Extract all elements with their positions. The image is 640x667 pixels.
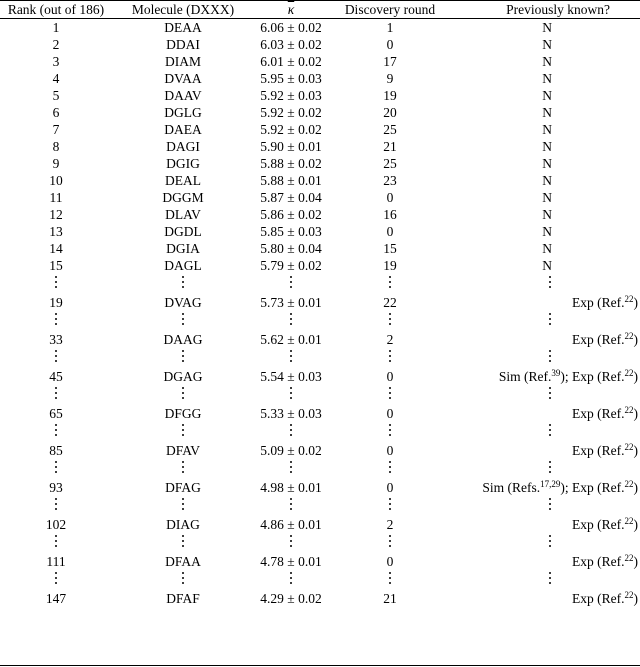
cell-rank: 5: [52, 88, 60, 103]
previously-known-text: N: [542, 71, 552, 86]
cell-molecule: DGIA: [166, 241, 200, 256]
ellipsis-cell-rank: [0, 459, 112, 476]
ellipsis-cell-rank: [0, 496, 112, 513]
cell-rank: 14: [49, 241, 63, 256]
cell-discovery-round: 0: [386, 406, 394, 421]
ellipsis-cell-previous: [446, 274, 640, 291]
vertical-ellipsis-icon: [289, 459, 293, 476]
cell-molecule: DFAV: [165, 443, 200, 458]
cell-kappa: 4.78 ± 0.01: [260, 554, 322, 569]
cell-previously-known: [446, 240, 640, 257]
table-row: [0, 257, 640, 274]
table-row: [0, 172, 640, 189]
cell-previously-known: [446, 479, 640, 496]
cell-previously-known: [446, 331, 640, 348]
reference-superscript: 22: [624, 479, 634, 489]
vertical-ellipsis-icon: [289, 385, 293, 402]
cell-previously-known: [446, 189, 640, 206]
cell-molecule: DFAA: [165, 554, 201, 569]
cell-rank: 102: [45, 517, 67, 532]
cell-rank: 111: [46, 554, 66, 569]
previously-known-text: Exp (Ref.: [572, 332, 625, 347]
cell-rank: 19: [49, 295, 63, 310]
table-row: [0, 590, 640, 607]
cell-rank: 7: [52, 122, 60, 137]
previously-known-text: Exp (Ref.: [572, 406, 625, 421]
ellipsis-cell-kappa: [248, 496, 334, 513]
cell-discovery-round: 0: [386, 369, 394, 384]
vertical-ellipsis-icon: [181, 459, 185, 476]
cell-kappa: 5.86 ± 0.02: [260, 207, 322, 222]
ellipsis-cell-rank: [0, 311, 112, 328]
ellipsis-row: [0, 422, 640, 442]
ellipsis-cell-molecule: [118, 348, 248, 365]
vertical-ellipsis-icon: [548, 570, 552, 587]
cell-discovery-round: 23: [383, 173, 397, 188]
table-row: [0, 70, 640, 87]
reference-superscript: 22: [624, 442, 634, 452]
previously-known-text: ): [633, 480, 638, 495]
table-row: [0, 104, 640, 121]
cell-kappa: 5.90 ± 0.01: [260, 139, 322, 154]
cell-molecule: DAEA: [164, 122, 202, 137]
cell-previously-known: [446, 206, 640, 223]
cell-previously-known: [446, 257, 640, 274]
ellipsis-row: [0, 348, 640, 368]
cell-previously-known: [446, 223, 640, 240]
cell-kappa: 5.95 ± 0.03: [260, 71, 322, 86]
cell-rank: 45: [49, 369, 63, 384]
cell-molecule: DFGG: [164, 406, 202, 421]
previously-known-text: ): [633, 443, 638, 458]
vertical-ellipsis-icon: [388, 533, 392, 550]
vertical-ellipsis-icon: [548, 385, 552, 402]
vertical-ellipsis-icon: [548, 274, 552, 291]
previously-known-text: Exp (Ref.: [572, 554, 625, 569]
cell-discovery-round: 25: [383, 122, 397, 137]
previously-known-text: Exp (Ref.: [572, 295, 625, 310]
cell-previously-known: [446, 36, 640, 53]
ellipsis-cell-round: [334, 496, 446, 513]
vertical-ellipsis-icon: [289, 311, 293, 328]
cell-previously-known: [446, 70, 640, 87]
ellipsis-cell-molecule: [118, 274, 248, 291]
vertical-ellipsis-icon: [54, 311, 58, 328]
cell-molecule: DFAG: [165, 480, 201, 495]
ellipsis-cell-kappa: [248, 533, 334, 550]
table-row: [0, 189, 640, 206]
ellipsis-cell-round: [334, 459, 446, 476]
vertical-ellipsis-icon: [388, 422, 392, 439]
cell-discovery-round: 25: [383, 156, 397, 171]
table-row: [0, 368, 640, 385]
cell-kappa: 6.06 ± 0.02: [260, 20, 322, 35]
ellipsis-cell-molecule: [118, 311, 248, 328]
cell-kappa: 5.88 ± 0.02: [260, 156, 322, 171]
ellipsis-row: [0, 570, 640, 590]
cell-rank: 85: [49, 443, 63, 458]
cell-molecule: DVAG: [164, 295, 202, 310]
vertical-ellipsis-icon: [388, 385, 392, 402]
ellipsis-cell-molecule: [118, 385, 248, 402]
ellipsis-cell-kappa: [248, 311, 334, 328]
table-header-row: [0, 1, 640, 18]
cell-previously-known: [446, 87, 640, 104]
cell-molecule: DDAI: [166, 37, 200, 52]
vertical-ellipsis-icon: [289, 533, 293, 550]
cell-previously-known: [446, 294, 640, 311]
ellipsis-row: [0, 459, 640, 479]
cell-molecule: DGAG: [163, 369, 203, 384]
cell-molecule: DVAA: [164, 71, 202, 86]
previously-known-text: ): [633, 406, 638, 421]
cell-discovery-round: 15: [383, 241, 397, 256]
cell-discovery-round: 2: [386, 517, 394, 532]
ellipsis-cell-molecule: [118, 570, 248, 587]
cell-molecule: DAAG: [163, 332, 203, 347]
table-row: [0, 405, 640, 422]
vertical-ellipsis-icon: [388, 496, 392, 513]
cell-kappa: 5.92 ± 0.03: [260, 88, 322, 103]
previously-known-text: N: [542, 224, 552, 239]
cell-rank: 9: [52, 156, 60, 171]
previously-known-text: Exp (Ref.: [572, 517, 625, 532]
cell-discovery-round: 17: [383, 54, 397, 69]
previously-known-text: N: [542, 139, 552, 154]
previously-known-text: Exp (Ref.: [572, 591, 625, 606]
cell-discovery-round: 9: [386, 71, 394, 86]
cell-previously-known: [446, 516, 640, 533]
ellipsis-cell-rank: [0, 533, 112, 550]
ellipsis-cell-rank: [0, 274, 112, 291]
cell-kappa: 4.86 ± 0.01: [260, 517, 322, 532]
cell-discovery-round: 21: [383, 139, 397, 154]
cell-discovery-round: 0: [386, 190, 394, 205]
cell-previously-known: [446, 155, 640, 172]
vertical-ellipsis-icon: [548, 459, 552, 476]
vertical-ellipsis-icon: [181, 311, 185, 328]
ellipsis-cell-round: [334, 570, 446, 587]
vertical-ellipsis-icon: [388, 348, 392, 365]
previously-known-text: Sim (Refs.: [482, 480, 541, 495]
cell-kappa: 4.29 ± 0.02: [260, 591, 322, 606]
cell-rank: 8: [52, 139, 60, 154]
cell-kappa: 5.92 ± 0.02: [260, 122, 322, 137]
reference-superscript: 22: [624, 590, 634, 600]
cell-kappa: 4.98 ± 0.01: [260, 480, 322, 495]
vertical-ellipsis-icon: [54, 274, 58, 291]
ellipsis-cell-kappa: [248, 570, 334, 587]
previously-known-text: N: [542, 105, 552, 120]
reference-superscript: 17,29: [540, 479, 561, 489]
ellipsis-cell-molecule: [118, 459, 248, 476]
cell-rank: 3: [52, 54, 60, 69]
vertical-ellipsis-icon: [54, 533, 58, 550]
vertical-ellipsis-icon: [181, 570, 185, 587]
previously-known-text: N: [542, 207, 552, 222]
cell-molecule: DIAM: [165, 54, 201, 69]
ellipsis-row: [0, 533, 640, 553]
vertical-ellipsis-icon: [388, 459, 392, 476]
cell-rank: 12: [49, 207, 63, 222]
table-row: [0, 138, 640, 155]
table-row: [0, 294, 640, 311]
cell-discovery-round: 19: [383, 88, 397, 103]
cell-discovery-round: 21: [383, 591, 397, 606]
cell-rank: 6: [52, 105, 60, 120]
cell-kappa: 5.85 ± 0.03: [260, 224, 322, 239]
vertical-ellipsis-icon: [181, 274, 185, 291]
kappa-symbol: $\overline{\kappa}$: [287, 2, 295, 17]
reference-superscript: 22: [624, 331, 634, 341]
previously-known-text: ); Exp (Ref.: [560, 369, 625, 384]
vertical-ellipsis-icon: [548, 496, 552, 513]
cell-discovery-round: 20: [383, 105, 397, 120]
vertical-ellipsis-icon: [181, 533, 185, 550]
cell-molecule: DLAV: [165, 207, 201, 222]
cell-rank: 1: [52, 20, 60, 35]
ellipsis-cell-round: [334, 348, 446, 365]
table-row: [0, 516, 640, 533]
previously-known-text: N: [542, 241, 552, 256]
table-row: [0, 121, 640, 138]
cell-molecule: DGGM: [162, 190, 204, 205]
cell-discovery-round: 16: [383, 207, 397, 222]
previously-known-text: ): [633, 295, 638, 310]
ellipsis-cell-round: [334, 385, 446, 402]
cell-molecule: DEAL: [165, 173, 201, 188]
vertical-ellipsis-icon: [181, 385, 185, 402]
cell-kappa: 5.09 ± 0.02: [260, 443, 322, 458]
cell-discovery-round: 0: [386, 480, 394, 495]
vertical-ellipsis-icon: [548, 348, 552, 365]
reference-superscript: 22: [624, 553, 634, 563]
previously-known-text: N: [542, 88, 552, 103]
cell-molecule: DAGL: [164, 258, 202, 273]
header-kappa: [248, 1, 334, 18]
previously-known-text: N: [542, 258, 552, 273]
cell-previously-known: [446, 121, 640, 138]
cell-previously-known: [446, 53, 640, 70]
previously-known-text: N: [542, 190, 552, 205]
cell-rank: 65: [49, 406, 63, 421]
ellipsis-cell-rank: [0, 422, 112, 439]
vertical-ellipsis-icon: [388, 570, 392, 587]
cell-molecule: DEAA: [164, 20, 202, 35]
table-row: [0, 479, 640, 496]
table-row: [0, 240, 640, 257]
header-molecule: Molecule (DXXX): [131, 2, 235, 17]
previously-known-text: ): [633, 591, 638, 606]
ellipsis-cell-rank: [0, 348, 112, 365]
header-rank: Rank (out of 186): [7, 2, 105, 17]
vertical-ellipsis-icon: [388, 311, 392, 328]
previously-known-text: ): [633, 554, 638, 569]
cell-rank: 93: [49, 480, 63, 495]
cell-discovery-round: 0: [386, 224, 394, 239]
previously-known-text: N: [542, 173, 552, 188]
cell-previously-known: [446, 172, 640, 189]
cell-kappa: 5.88 ± 0.01: [260, 173, 322, 188]
cell-previously-known: [446, 442, 640, 459]
cell-discovery-round: 0: [386, 37, 394, 52]
ellipsis-cell-kappa: [248, 459, 334, 476]
cell-rank: 13: [49, 224, 63, 239]
ellipsis-cell-round: [334, 533, 446, 550]
cell-molecule: DGLG: [164, 105, 202, 120]
ellipsis-row: [0, 496, 640, 516]
reference-superscript: 22: [624, 516, 634, 526]
ellipsis-cell-previous: [446, 459, 640, 476]
vertical-ellipsis-icon: [54, 348, 58, 365]
cell-kappa: 5.62 ± 0.01: [260, 332, 322, 347]
cell-previously-known: [446, 590, 640, 607]
table-row: [0, 53, 640, 70]
vertical-ellipsis-icon: [181, 348, 185, 365]
cell-discovery-round: 0: [386, 554, 394, 569]
cell-kappa: 5.80 ± 0.04: [260, 241, 322, 256]
table-row: [0, 553, 640, 570]
cell-rank: 11: [49, 190, 63, 205]
cell-rank: 2: [52, 37, 60, 52]
vertical-ellipsis-icon: [54, 459, 58, 476]
cell-discovery-round: 0: [386, 443, 394, 458]
vertical-ellipsis-icon: [54, 385, 58, 402]
ellipsis-cell-previous: [446, 348, 640, 365]
ellipsis-cell-kappa: [248, 385, 334, 402]
cell-rank: 15: [49, 258, 63, 273]
cell-kappa: 5.54 ± 0.03: [260, 369, 322, 384]
vertical-ellipsis-icon: [289, 422, 293, 439]
table-row: [0, 223, 640, 240]
reference-superscript: 22: [624, 368, 634, 378]
cell-molecule: DAAV: [164, 88, 202, 103]
vertical-ellipsis-icon: [289, 570, 293, 587]
cell-molecule: DGDL: [164, 224, 202, 239]
cell-kappa: 5.33 ± 0.03: [260, 406, 322, 421]
ellipsis-cell-previous: [446, 533, 640, 550]
previously-known-text: Sim (Ref.: [498, 369, 552, 384]
table-row: [0, 87, 640, 104]
table-row: [0, 331, 640, 348]
cell-molecule: DGIG: [166, 156, 200, 171]
reference-superscript: 22: [624, 405, 634, 415]
header-discovery-round: Discovery round: [344, 2, 436, 17]
previously-known-text: Exp (Ref.: [572, 443, 625, 458]
vertical-ellipsis-icon: [548, 422, 552, 439]
ellipsis-row: [0, 311, 640, 331]
ellipsis-cell-round: [334, 422, 446, 439]
cell-rank: 10: [49, 173, 63, 188]
ellipsis-cell-kappa: [248, 348, 334, 365]
cell-rank: 147: [45, 591, 67, 606]
vertical-ellipsis-icon: [548, 311, 552, 328]
table-row: [0, 206, 640, 223]
ellipsis-cell-molecule: [118, 422, 248, 439]
ellipsis-cell-previous: [446, 496, 640, 513]
ellipsis-cell-kappa: [248, 422, 334, 439]
vertical-ellipsis-icon: [181, 422, 185, 439]
vertical-ellipsis-icon: [388, 274, 392, 291]
vertical-ellipsis-icon: [181, 496, 185, 513]
ellipsis-row: [0, 385, 640, 405]
cell-rank: 33: [49, 332, 63, 347]
cell-rank: 4: [52, 71, 60, 86]
cell-kappa: 6.03 ± 0.02: [260, 37, 322, 52]
vertical-ellipsis-icon: [548, 533, 552, 550]
ellipsis-cell-previous: [446, 385, 640, 402]
ellipsis-row: [0, 274, 640, 294]
previously-known-text: N: [542, 54, 552, 69]
cell-previously-known: [446, 19, 640, 36]
cell-kappa: 5.87 ± 0.04: [260, 190, 322, 205]
cell-molecule: DAGI: [166, 139, 200, 154]
vertical-ellipsis-icon: [54, 570, 58, 587]
previously-known-text: ): [633, 517, 638, 532]
cell-kappa: 5.92 ± 0.02: [260, 105, 322, 120]
cell-kappa: 5.79 ± 0.02: [260, 258, 322, 273]
vertical-ellipsis-icon: [54, 496, 58, 513]
cell-molecule: DIAG: [166, 517, 200, 532]
table-row: [0, 36, 640, 53]
ellipsis-cell-previous: [446, 422, 640, 439]
previously-known-text: N: [542, 20, 552, 35]
cell-discovery-round: 19: [383, 258, 397, 273]
cell-discovery-round: 2: [386, 332, 394, 347]
reference-superscript: 39: [551, 368, 561, 378]
previously-known-text: N: [542, 37, 552, 52]
header-previously-known: Previously known?: [506, 2, 610, 17]
cell-previously-known: [446, 405, 640, 422]
ellipsis-cell-round: [334, 311, 446, 328]
cell-kappa: 6.01 ± 0.02: [260, 54, 322, 69]
table-row: [0, 19, 640, 36]
table-row: [0, 155, 640, 172]
cell-kappa: 5.73 ± 0.01: [260, 295, 322, 310]
cell-discovery-round: 22: [383, 295, 397, 310]
ellipsis-cell-rank: [0, 385, 112, 402]
vertical-ellipsis-icon: [54, 422, 58, 439]
vertical-ellipsis-icon: [289, 274, 293, 291]
previously-known-text: N: [542, 122, 552, 137]
cell-previously-known: [446, 368, 640, 385]
cell-previously-known: [446, 138, 640, 155]
previously-known-text: ): [633, 332, 638, 347]
ellipsis-cell-molecule: [118, 533, 248, 550]
ellipsis-cell-previous: [446, 311, 640, 328]
cell-molecule: DFAF: [166, 591, 200, 606]
ellipsis-cell-kappa: [248, 274, 334, 291]
cell-previously-known: [446, 553, 640, 570]
reference-superscript: 22: [624, 294, 634, 304]
ellipsis-cell-previous: [446, 570, 640, 587]
previously-known-text: ); Exp (Ref.: [560, 480, 625, 495]
cell-previously-known: [446, 104, 640, 121]
table-bottom-rule: [0, 665, 640, 666]
ellipsis-cell-rank: [0, 570, 112, 587]
previously-known-text: N: [542, 156, 552, 171]
vertical-ellipsis-icon: [289, 348, 293, 365]
table-row: [0, 442, 640, 459]
ellipsis-cell-molecule: [118, 496, 248, 513]
ellipsis-cell-round: [334, 274, 446, 291]
vertical-ellipsis-icon: [289, 496, 293, 513]
cell-discovery-round: 1: [386, 20, 394, 35]
previously-known-text: ): [633, 369, 638, 384]
